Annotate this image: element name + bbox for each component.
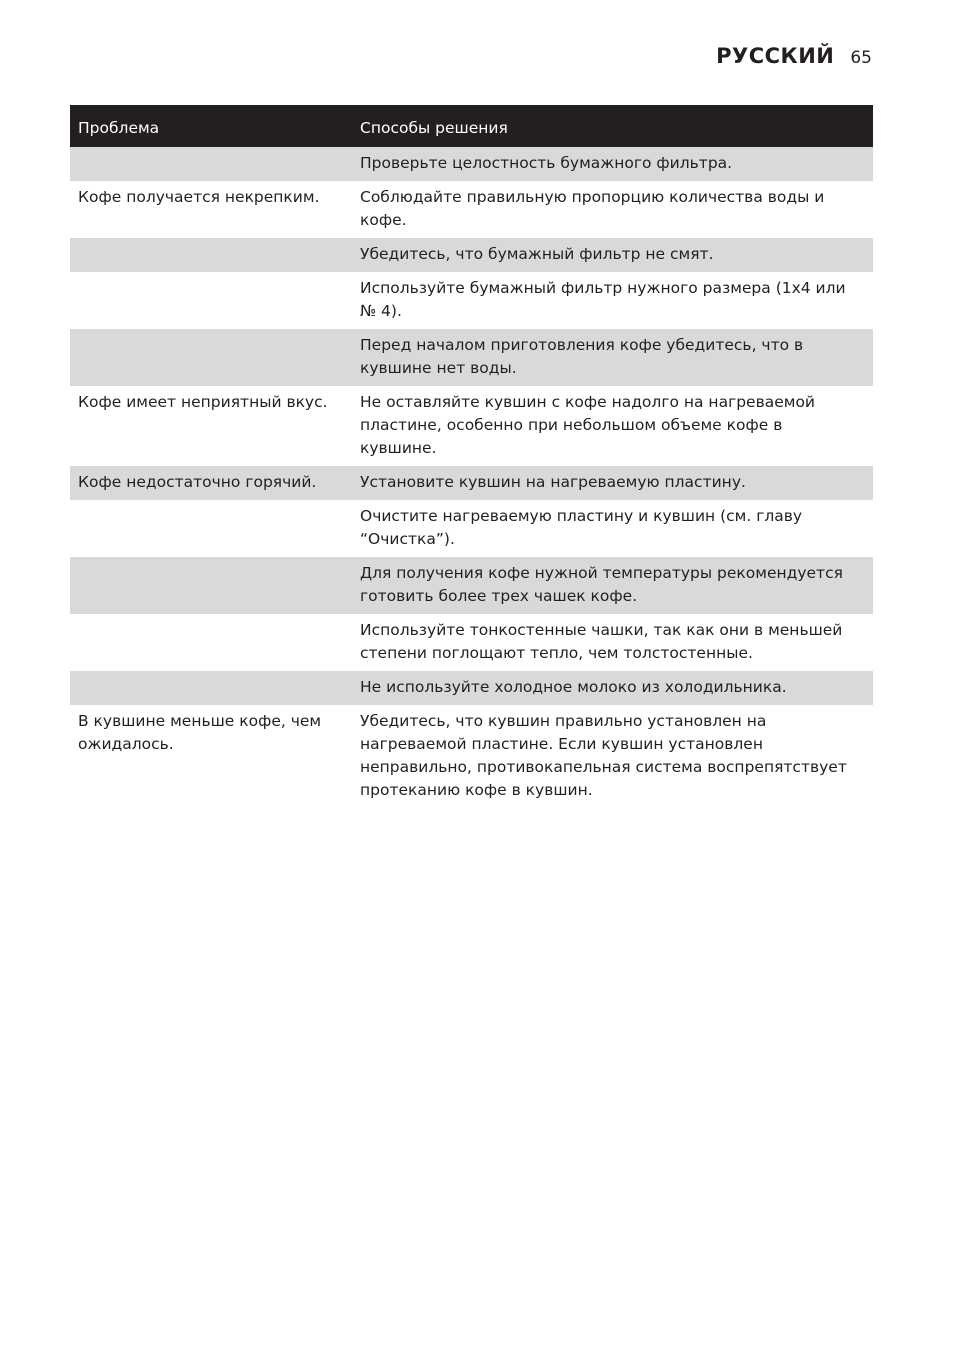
solution-cell: Для получения кофе нужной температуры рекомендуется готовить более трех чашек кофе.	[352, 557, 873, 614]
problem-cell	[70, 272, 352, 329]
table-row	[70, 329, 873, 386]
table-row	[70, 500, 873, 557]
table-row	[70, 147, 873, 181]
solution-cell: Очистите нагреваемую пластину и кувшин (см. главу “Очистка”).	[352, 500, 873, 557]
solution-cell: Используйте тонкостенные чашки, так как они в меньшей степени поглощают тепло, чем толстостенные.	[352, 614, 873, 671]
column-header-solution: Способы решения	[352, 105, 873, 147]
table-row	[70, 181, 873, 238]
problem-cell	[70, 614, 352, 671]
troubleshooting-table	[70, 105, 873, 808]
problem-cell	[70, 238, 352, 272]
column-header-problem: Проблема	[70, 105, 352, 147]
table-header-row	[70, 105, 873, 147]
language-title: РУССКИЙ	[716, 44, 835, 68]
problem-cell: Кофе недостаточно горячий.	[70, 466, 352, 500]
solution-cell: Используйте бумажный фильтр нужного размера (1x4 или № 4).	[352, 272, 873, 329]
problem-cell	[70, 329, 352, 386]
solution-cell: Не используйте холодное молоко из холодильника.	[352, 671, 873, 705]
table-row	[70, 272, 873, 329]
table-row	[70, 466, 873, 500]
solution-cell: Проверьте целостность бумажного фильтра.	[352, 147, 873, 181]
solution-cell: Убедитесь, что бумажный фильтр не смят.	[352, 238, 873, 272]
table-row	[70, 705, 873, 808]
problem-cell	[70, 557, 352, 614]
page-number: 65	[850, 48, 872, 68]
table-row	[70, 671, 873, 705]
table-row	[70, 557, 873, 614]
problem-cell	[70, 147, 352, 181]
solution-cell: Перед началом приготовления кофе убедитесь, что в кувшине нет воды.	[352, 329, 873, 386]
problem-cell: Кофе получается некрепким.	[70, 181, 352, 238]
solution-cell: Установите кувшин на нагреваемую пластину.	[352, 466, 873, 500]
solution-cell: Не оставляйте кувшин с кофе надолго на нагреваемой пластине, особенно при небольшом объеме кофе в кувшине.	[352, 386, 873, 466]
solution-cell: Соблюдайте правильную пропорцию количества воды и кофе.	[352, 181, 873, 238]
table-row	[70, 614, 873, 671]
problem-cell: В кувшине меньше кофе, чем ожидалось.	[70, 705, 352, 808]
table-row	[70, 386, 873, 466]
problem-cell	[70, 671, 352, 705]
problem-cell	[70, 500, 352, 557]
solution-cell: Убедитесь, что кувшин правильно установлен на нагреваемой пластине. Если кувшин установлен неправильно, противокапельная система воспрепятствует протеканию кофе в кувшин.	[352, 705, 873, 808]
table-row	[70, 238, 873, 272]
problem-cell: Кофе имеет неприятный вкус.	[70, 386, 352, 466]
page-header	[716, 44, 872, 68]
